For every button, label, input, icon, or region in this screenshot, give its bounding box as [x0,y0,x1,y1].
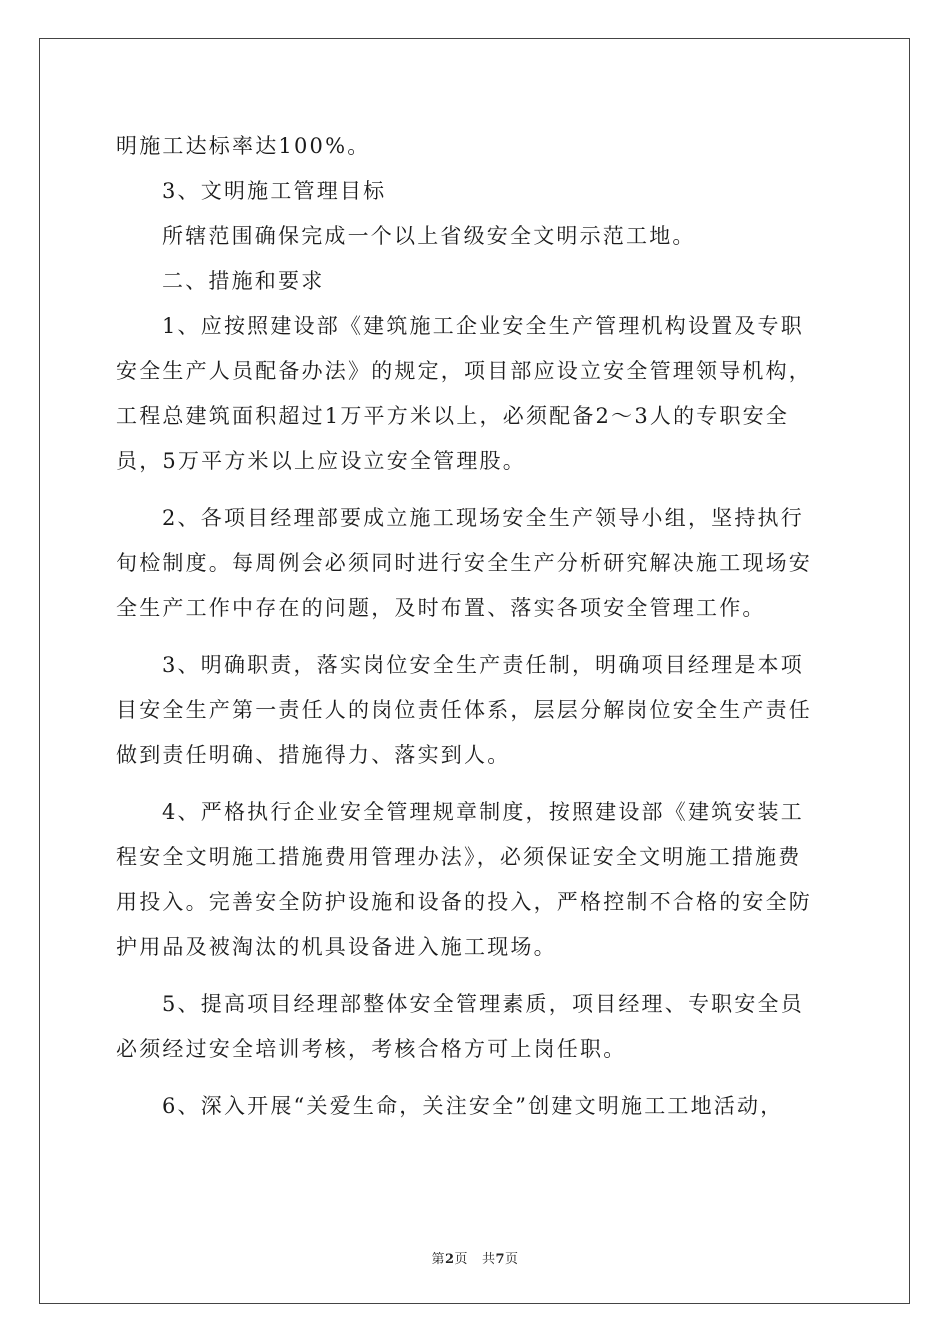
paragraph-1-line: 员，5万平方米以上应设立安全管理股。 [116,449,526,473]
paragraph-1-line: 1、应按照建设部《建筑施工企业安全生产管理机构设置及专职 [162,314,804,338]
paragraph-3-line: 3、明确职责，落实岗位安全生产责任制，明确项目经理是本项 [162,653,804,677]
total-pages: 7 [495,1252,506,1267]
page-label-suffix: 页 [454,1252,469,1267]
paragraph-4-line: 4、严格执行企业安全管理规章制度，按照建设部《建筑安装工 [162,800,804,824]
total-label-suffix: 页 [505,1252,519,1267]
paragraph-6-line: 6、深入开展“关爱生命，关注安全”创建文明施工工地活动， [162,1094,784,1118]
section-heading: 3、文明施工管理目标 [162,179,387,203]
text-line: 明施工达标率达100%。 [116,134,371,158]
paragraph-1-line: 工程总建筑面积超过1万平方米以上，必须配备2～3人的专职安全 [116,404,790,428]
paragraph-3-line: 目安全生产第一责任人的岗位责任体系，层层分解岗位安全生产责任 [116,698,812,722]
document-body [116,124,836,1129]
paragraph-2-line: 全生产工作中存在的问题，及时布置、落实各项安全管理工作。 [116,596,766,620]
paragraph-2-line: 2、各项目经理部要成立施工现场安全生产领导小组，坚持执行 [162,506,804,530]
total-label-prefix: 共 [481,1252,496,1267]
paragraph-3-line: 做到责任明确、措施得力、落实到人。 [116,743,511,767]
paragraph-4-line: 护用品及被淘汰的机具设备进入施工现场。 [116,935,557,959]
page-footer [0,1248,950,1267]
paragraph-2-line: 旬检制度。每周例会必须同时进行安全生产分析研究解决施工现场安 [116,551,812,575]
text-line: 所辖范围确保完成一个以上省级安全文明示范工地。 [162,224,696,248]
paragraph-4-line: 用投入。完善安全防护设施和设备的投入，严格控制不合格的安全防 [116,890,812,914]
section-heading: 二、措施和要求 [162,269,325,293]
paragraph-4-line: 程安全文明施工措施费用管理办法》，必须保证安全文明施工措施费 [116,845,802,869]
page-number: 2 [444,1252,455,1267]
paragraph-5-line: 5、提高项目经理部整体安全管理素质，项目经理、专职安全员 [162,992,804,1016]
paragraph-5-line: 必须经过安全培训考核，考核合格方可上岗任职。 [116,1037,627,1061]
page-label-prefix: 第 [431,1252,445,1267]
paragraph-1-line: 安全生产人员配备办法》的规定，项目部应设立安全管理领导机构， [116,359,812,383]
